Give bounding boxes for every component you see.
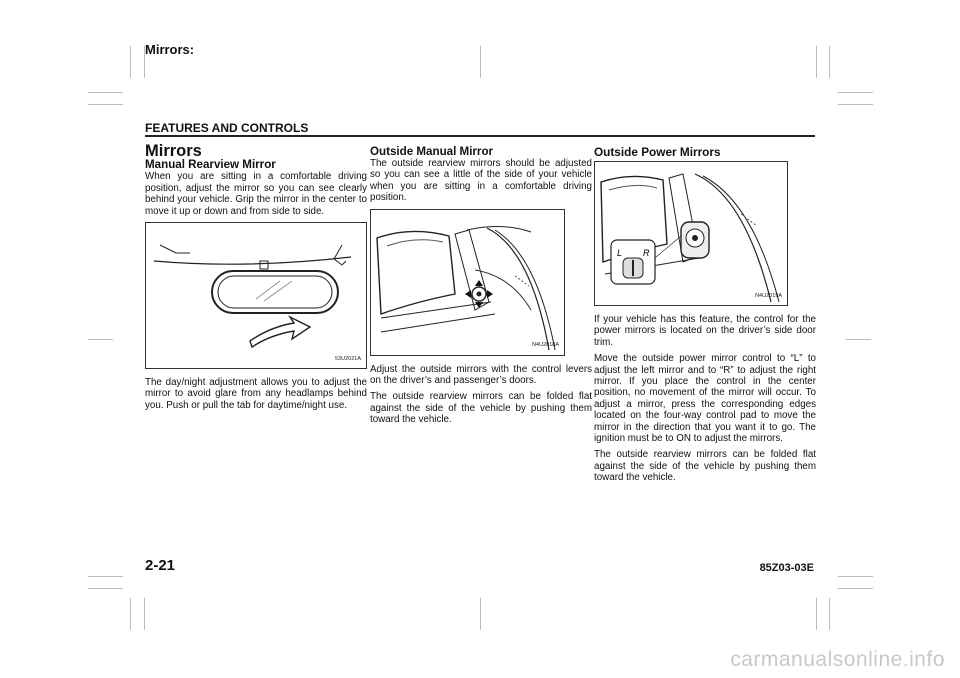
paragraph: The outside rearview mirrors should be adjusted so you can see a little of the side of your vehicle when you are sitting in a comfortable driving position. (370, 158, 592, 204)
crop-mark (88, 92, 123, 93)
subheading-outside-manual: Outside Manual Mirror (370, 145, 494, 158)
crop-mark (838, 576, 873, 577)
crop-mark (480, 46, 481, 78)
crop-mark (816, 46, 817, 78)
subheading-outside-power: Outside Power Mirrors (594, 145, 721, 159)
paragraph: The day/night adjustment allows you to adjust the mirror to avoid glare from any headlamps behind you. Push or pull the tab for daytime/night use. (145, 377, 367, 411)
crop-mark (88, 339, 113, 340)
running-title: Mirrors: (145, 42, 195, 57)
crop-mark (838, 92, 873, 93)
section-title: FEATURES AND CONTROLS (145, 121, 309, 135)
crop-mark (144, 598, 145, 630)
crop-mark (88, 104, 123, 105)
rearview-mirror-figure (145, 222, 367, 369)
paragraph: Adjust the outside mirrors with the control levers on the driver’s and passenger’s doors. (370, 363, 592, 387)
figure-code: N4U2019A (755, 292, 782, 299)
figure-code: N4U2018A (532, 342, 559, 349)
watermark: carmanualsonline.info (730, 648, 945, 671)
paragraph: When you are sitting in a comfortable driving position, adjust the mirror so you can see clearly behind your vehicle. Grip the mirror in the center to move it up or down and from side to side. (145, 171, 367, 217)
crop-mark (88, 576, 123, 577)
crop-mark (130, 46, 131, 78)
paragraph: Move the outside power mirror control to “L” to adjust the left mirror and to “R” to adjust the right mirror. If you place the control in the center position, no movement of the mirror will occur. To adjust a mirror, press the corresponding edges located on the four-way control pad to move the mirror in the direction that you want it to go. The ignition must be to ON to adjust the mirrors. (594, 353, 816, 445)
crop-mark (88, 588, 123, 589)
paragraph: The outside rearview mirrors can be folded flat against the side of the vehicle by pushing them toward the vehicle. (594, 449, 816, 484)
page-title: Mirrors (145, 142, 202, 160)
paragraph: If your vehicle has this feature, the control for the power mirrors is located on the driver’s side door trim. (594, 314, 816, 348)
crop-mark (838, 588, 873, 589)
outside-power-mirror-figure (594, 161, 788, 306)
crop-mark (130, 598, 131, 630)
outside-manual-mirror-figure (370, 209, 565, 356)
outside-manual-mirror-illustration (371, 210, 564, 355)
rearview-mirror-illustration (146, 223, 366, 368)
subheading-rearview: Manual Rearview Mirror (145, 158, 276, 172)
outside-power-mirror-illustration (595, 162, 787, 305)
crop-mark (829, 46, 830, 78)
page-number: 2-21 (145, 557, 176, 574)
crop-mark (846, 339, 871, 340)
crop-mark (829, 598, 830, 630)
paragraph: The outside rearview mirrors can be folded flat against the side of the vehicle by pushing them toward the vehicle. (370, 391, 592, 426)
column-3 (594, 146, 816, 489)
switch-label-r: R (643, 248, 650, 258)
figure-code: 53U2021A (335, 355, 361, 362)
crop-mark (480, 598, 481, 630)
header-rule (145, 135, 815, 137)
switch-label-l: L (617, 248, 623, 258)
crop-mark (838, 104, 873, 105)
column-2 (370, 146, 592, 431)
document-code: 85Z03-03E (759, 562, 814, 574)
crop-mark (816, 598, 817, 630)
column-1 (145, 142, 367, 416)
